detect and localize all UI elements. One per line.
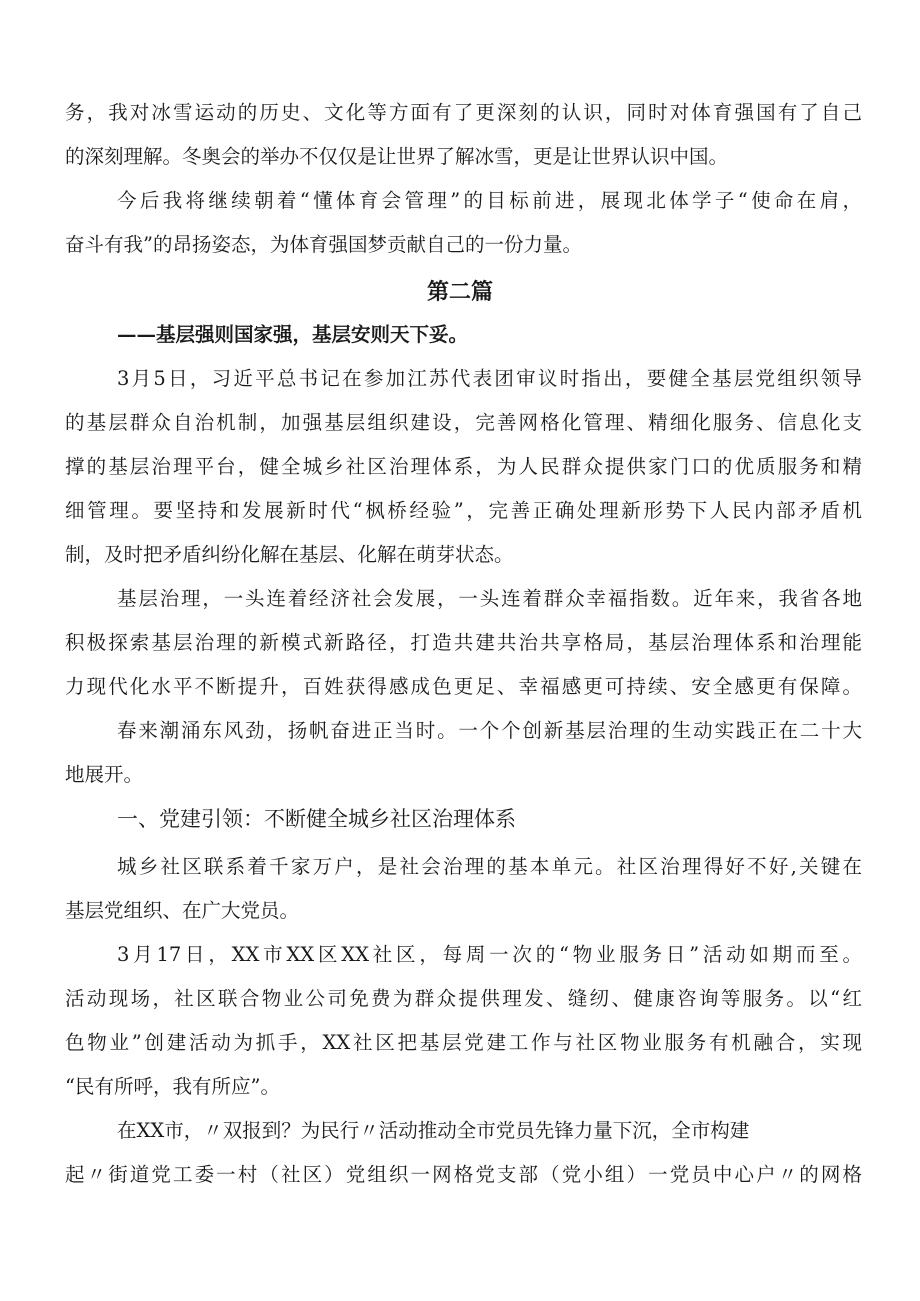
paragraph-line: 的深刻理解。冬奥会的举办不仅仅是让世界了解冰雪，更是让世界认识中国。 <box>65 145 729 168</box>
paragraph-line: 活动现场，社区联合物业公司免费为群众提供理发、缝纫、健康咨询等服务。以“红 <box>65 987 862 1010</box>
paragraph-line: 3月5日，习近平总书记在参加江苏代表团审议时指出，要健全基层党组织领导 <box>117 367 862 390</box>
section-subtitle: ——基层强则国家强，基层安则天下妥。 <box>117 323 469 346</box>
paragraph-line: 撑的基层治理平台，健全城乡社区治理体系，为人民群众提供家门口的优质服务和精 <box>65 455 862 478</box>
paragraph-line: 积极探索基层治理的新模式新路径，打造共建共治共享格局，基层治理体系和治理能 <box>65 631 862 654</box>
paragraph-line: 力现代化水平不断提升，百姓获得感成色更足、幸福感更可持续、安全感更有保障。 <box>65 675 862 698</box>
section-heading: 一、党建引领：不断健全城乡社区治理体系 <box>117 807 516 831</box>
paragraph-line: 务，我对冰雪运动的历史、文化等方面有了更深刻的认识，同时对体育强国有了自己 <box>65 101 862 124</box>
paragraph-line: 基层党组织、在广大党员。 <box>65 899 300 922</box>
paragraph-line: 起〃街道党工委一村（社区）党组织一网格党支部（党小组）一党员中心户〃的网格 <box>65 1163 862 1186</box>
paragraph-line: “民有所呼，我有所应”。 <box>65 1075 280 1098</box>
paragraph-line: 城乡社区联系着千家万户，是社会治理的基本单元。社区治理得好不好,关键在 <box>117 855 862 878</box>
paragraph-line: 细管理。要坚持和发展新时代“枫桥经验”，完善正确处理新形势下人民内部矛盾机 <box>65 499 862 522</box>
paragraph-line: 地展开。 <box>65 763 144 786</box>
paragraph-line: 色物业”创建活动为抓手，XX社区把基层党建工作与社区物业服务有机融合，实现 <box>65 1031 862 1054</box>
paragraph-line: 的基层群众自治机制，加强基层组织建设，完善网格化管理、精细化服务、信息化支 <box>65 411 862 434</box>
paragraph-line: 制，及时把矛盾纠纷化解在基层、化解在萌芽状态。 <box>65 543 514 566</box>
paragraph-line: 奋斗有我”的昂扬姿态，为体育强国梦贡献自己的一份力量。 <box>65 233 582 256</box>
paragraph-line: 春来潮涌东风劲，扬帆奋进正当时。一个个创新基层治理的生动实践正在二十大 <box>117 719 862 742</box>
paragraph-line: 在XX市，〃双报到？为民行〃活动推动全市党员先锋力量下沉，全市构建 <box>117 1119 750 1142</box>
section-title: 第二篇 <box>426 280 493 305</box>
paragraph-line: 基层治理，一头连着经济社会发展，一头连着群众幸福指数。近年来，我省各地 <box>117 587 862 610</box>
paragraph-line: 3月17日，XX市XX区XX社区，每周一次的“物业服务日”活动如期而至。 <box>117 943 862 966</box>
paragraph-line: 今后我将继续朝着“懂体育会管理”的目标前进，展现北体学子“使命在肩， <box>117 189 862 212</box>
